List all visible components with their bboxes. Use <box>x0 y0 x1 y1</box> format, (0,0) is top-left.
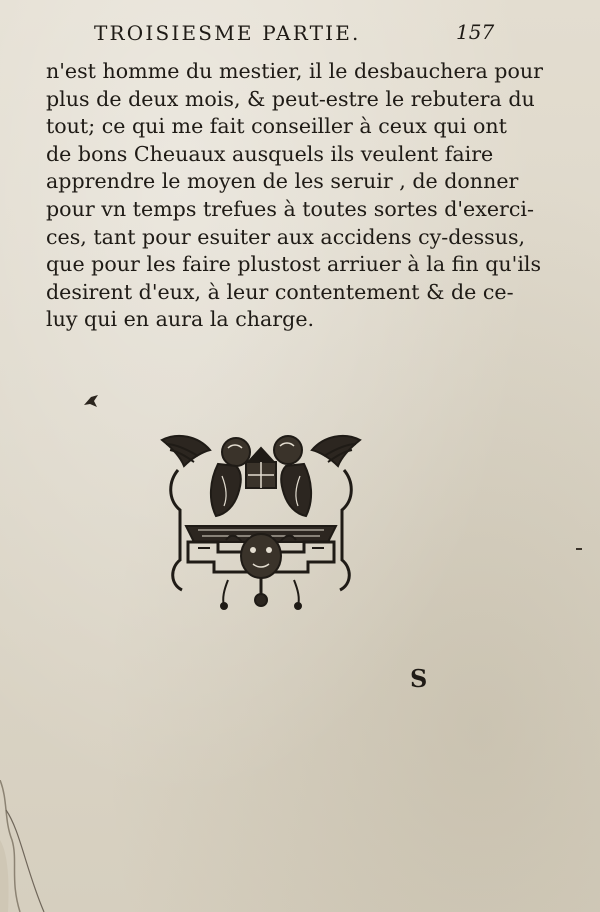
ink-speck-icon <box>82 393 100 409</box>
text-line: apprendre le moyen de les seruir , de donner <box>46 169 519 194</box>
text-line: de bons Cheuaux ausquels ils veulent faire <box>46 141 494 166</box>
text-line: pour vn temps trefues à toutes sortes d'exerci- <box>46 196 534 221</box>
text-line: tout; ce qui me fait conseiller à ceux qui ont <box>46 114 507 139</box>
page-number: 157 <box>456 20 495 44</box>
text-line: n'est homme du mestier, il le desbauchera pour <box>46 59 543 83</box>
text-line: que pour les faire plustost arriuer à la fin qu'ils <box>46 252 542 277</box>
running-title: TROISIESME PARTIE. <box>94 21 361 45</box>
text-line: ces, tant pour esuiter aux accidens cy-dessus, <box>46 224 526 249</box>
signature-mark: S <box>410 664 428 693</box>
running-header <box>94 21 494 51</box>
text-line: luy qui en aura la charge. <box>46 307 315 332</box>
text-line: plus de deux mois, & peut-estre le rebutera du <box>46 86 535 111</box>
torn-edge-icon <box>0 780 60 912</box>
body-text <box>46 58 543 334</box>
cherubs-tailpiece-ornament-icon <box>158 430 364 610</box>
margin-tick <box>576 548 582 550</box>
text-line: desirent d'eux, à leur contentement & de ce- <box>46 279 514 304</box>
